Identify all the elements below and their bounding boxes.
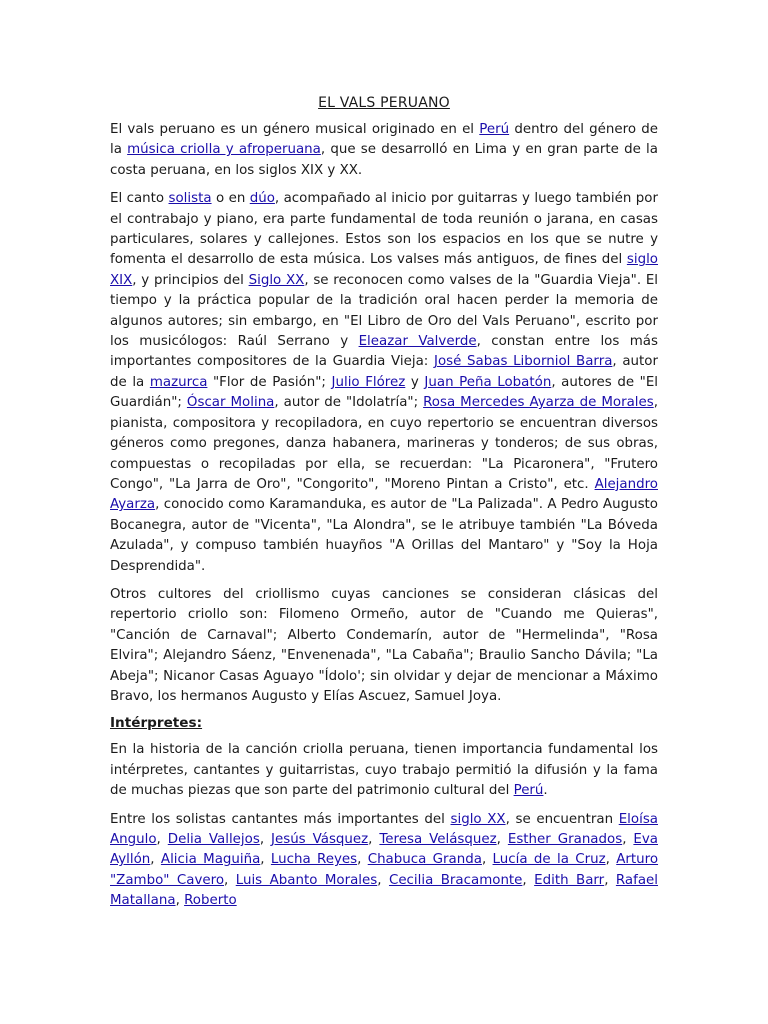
text-run: y <box>405 374 425 390</box>
separator: , <box>260 852 271 868</box>
section-heading-interpretes: Intérpretes: <box>110 715 203 732</box>
link-singer[interactable]: Luis Abanto Morales <box>235 872 378 888</box>
text-run: , se reconocen como valses de la "Guardia Vieja". El tiempo y la práctica popular de la tradición oral hacen perder la memoria de algunos autores; sin embargo, en "El Libro de Oro del Vals Peruano", escrito por los musicólogos: Raúl Serrano y <box>110 272 658 350</box>
text-run: "Flor de Pasión"; <box>207 374 332 390</box>
link-alejandro-ayarza[interactable]: Alejandro Ayarza <box>110 476 658 513</box>
link-singer[interactable]: Eva Ayllón <box>110 832 658 868</box>
text-run: o en <box>211 191 250 207</box>
separator: , <box>522 872 535 888</box>
separator: , <box>604 872 616 888</box>
link-singer[interactable]: Lucía de la Cruz <box>492 852 606 868</box>
text-run: El canto <box>110 191 169 207</box>
link-singer[interactable]: Jesús Vásquez <box>271 832 369 847</box>
text-run: . <box>543 783 548 799</box>
text-run: Entre los solistas cantantes más importantes del <box>110 811 451 827</box>
link-singer[interactable]: Alicia Maguiña <box>160 852 261 868</box>
separator: , <box>259 832 272 847</box>
separator: , <box>377 872 389 888</box>
paragraph-intro <box>110 120 658 181</box>
link-eleazar-valverde[interactable]: Eleazar Valverde <box>358 334 477 350</box>
separator: , <box>622 832 634 847</box>
link-siglo-xx-2[interactable]: siglo XX <box>450 811 506 827</box>
link-musica-criolla[interactable]: música criolla y afroperuana <box>127 142 321 158</box>
separator: , <box>156 832 168 847</box>
link-juan-pena-lobaton[interactable]: Juan Peña Lobatón <box>424 374 552 390</box>
separator: , <box>175 893 185 909</box>
link-singer[interactable]: Chabuca Granda <box>367 852 482 868</box>
link-singer[interactable]: Delia Vallejos <box>167 832 260 847</box>
separator: , <box>368 832 380 847</box>
text-run: , pianista, compositora y recopiladora, en cuyo repertorio se encuentran diversos géneros como pregones, danza habanera, marineras y tonderos; de sus obras, compuestas o recopiladas por ella, se recuerdan: "La Picaronera", "Frutero Congo", "La Jarra de Oro", "Congorito", "Moreno Pintan a Cristo", etc. <box>110 395 658 492</box>
separator: , <box>496 832 508 847</box>
link-singer[interactable]: Edith Barr <box>534 872 605 888</box>
link-singer[interactable]: Eloísa Angulo <box>110 811 658 847</box>
link-singer[interactable]: Lucha Reyes <box>270 852 358 868</box>
link-peru[interactable]: Perú <box>479 122 510 137</box>
page-title: EL VALS PERUANO <box>318 95 450 111</box>
link-solista[interactable]: solista <box>168 191 212 207</box>
link-mazurca[interactable]: mazurca <box>149 374 208 390</box>
text-run: , autor de la <box>110 354 658 390</box>
link-rosa-mercedes-ayarza[interactable]: Rosa Mercedes Ayarza de Morales <box>423 395 654 411</box>
text-run: , autor de "Idolatría"; <box>274 395 424 411</box>
paragraph-cultores: Otros cultores del criollismo cuyas canciones se consideran clásicas del repertorio criollo son: Filomeno Ormeño, autor de "Cuando me Quieras", "Canción de Carnaval"; Alberto Condemarín, autor de "Hermelinda", "Rosa Elvira"; Alejandro Sáenz, "Envenenada", "La Cabaña"; Braulio Sancho Dávila; "La Abeja"; Nicanor Casas Aguayo "Ídolo'; sin olvidar y dejar de mencionar a Máximo Bravo, los hermanos Augusto y Elías Ascuez, Samuel Joya. <box>110 586 658 704</box>
link-jose-sabas-libornio[interactable]: José Sabas Libornio​l Barra <box>434 354 613 370</box>
text-run: , y principios del <box>132 272 249 288</box>
text-run: , autores de "El Guardián"; <box>110 374 659 411</box>
link-siglo-xix[interactable]: siglo XIX <box>110 252 658 288</box>
link-julio-florez[interactable]: Julio Flórez <box>331 374 406 390</box>
text-run: , se encuentran <box>505 811 619 827</box>
text-run: , acompañado al inicio por guitarras y luego también por el contrabajo y piano, era parte fundamental de toda reunión o jarana, en casas particulares, solares y callejones. Estos son los espacios en los que se nutre y fomenta el desarrollo de esta música. Los valses más antiguos, de fines del <box>110 191 658 268</box>
link-singer[interactable]: Teresa Velásquez <box>379 832 497 847</box>
separator: , <box>224 872 236 888</box>
link-singer[interactable]: Arturo "Zambo" Cavero <box>110 852 659 888</box>
link-peru-2[interactable]: Perú <box>513 783 544 799</box>
link-duo[interactable]: dúo <box>249 191 275 207</box>
link-singer[interactable]: Roberto <box>184 893 237 909</box>
link-siglo-xx[interactable]: Siglo XX <box>248 272 305 288</box>
text-run: , que se desarrolló en Lima y en gran parte de la costa peruana, en los siglos XIX y XX. <box>110 142 658 178</box>
link-singer[interactable]: Esther Granados <box>507 832 623 847</box>
text-run: dentro del género de la <box>110 122 658 158</box>
text-run: , conocido como Karamanduka, es autor de "La Palizada". A Pedro Augusto Bocanegra, autor de "Vicenta", "La Alondra", se le atribuye también "La Bóveda Azulada", y compuso también huayños "A Orillas del Mantaro" y "Soy la Hoja Desprendida". <box>110 497 658 574</box>
text-run: En la historia de la canción criolla peruana, tienen importancia fundamental los intérpretes, cantantes y guitarristas, cuyo trabajo permitió la difusión y la fama de muchas piezas que son parte del patrimonio cultural del <box>110 742 658 799</box>
paragraph-solistas <box>110 810 658 912</box>
separator: , <box>605 852 617 868</box>
separator: , <box>481 852 493 868</box>
paragraph-interpretes <box>110 740 658 801</box>
separator: , <box>150 852 161 868</box>
separator: , <box>357 852 368 868</box>
paragraph-history <box>110 189 658 577</box>
link-singer[interactable]: Cecilia Bracamonte <box>388 872 523 888</box>
text-run: , constan entre los más importantes compositores de la Guardia Vieja: <box>110 334 658 370</box>
text-run: El vals peruano es un género musical originado en el <box>110 122 480 137</box>
link-oscar-molina[interactable]: Óscar Molina <box>186 395 275 411</box>
link-singer[interactable]: Rafael Matallana <box>110 872 659 909</box>
